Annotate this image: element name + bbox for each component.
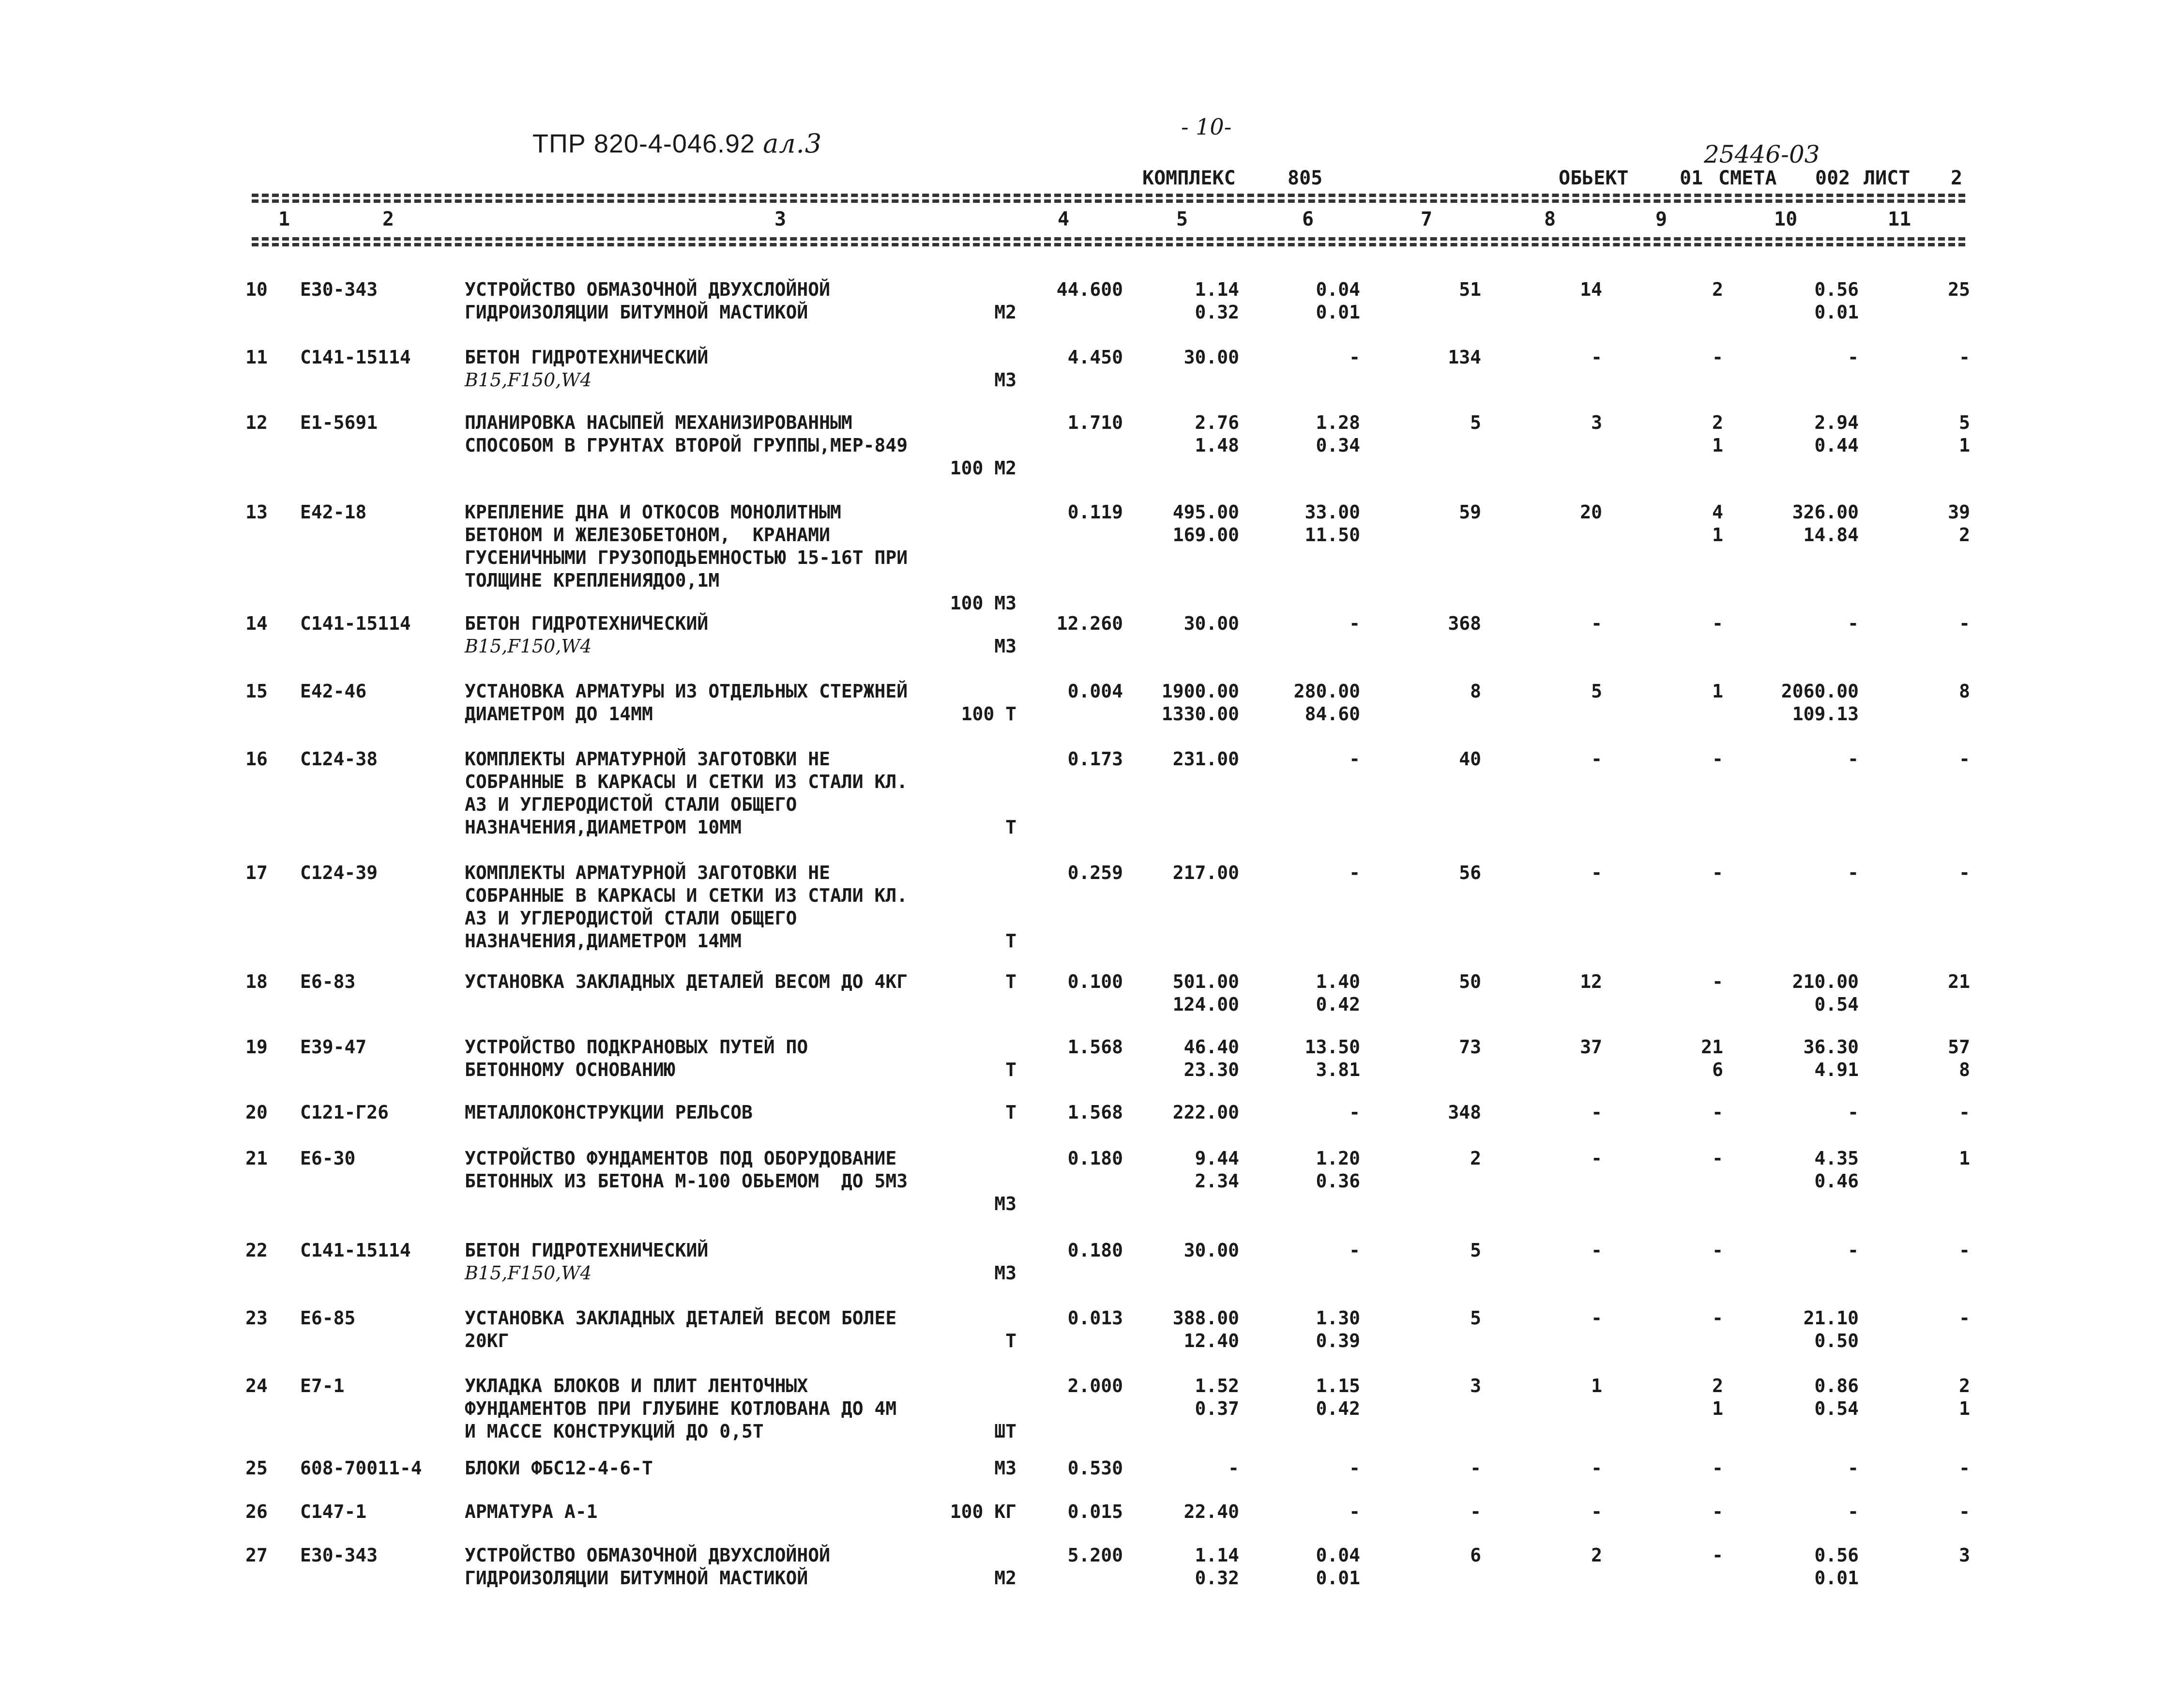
labor-total: 1 <box>1959 1148 1970 1169</box>
machine-total: - <box>1712 1501 1723 1522</box>
total-cost: 6 <box>1470 1545 1481 1566</box>
labor-total: 3 <box>1959 1545 1970 1566</box>
labor-total: 21 <box>1948 971 1970 992</box>
quantity: 4.450 <box>1067 347 1123 368</box>
unit-of-measure: Т <box>1005 971 1016 992</box>
complex-label: КОМПЛЕКС <box>1142 167 1236 189</box>
machine-cost: 0.04 0.01 <box>1316 279 1360 323</box>
wage-total: - <box>1591 1102 1602 1123</box>
rate-code: С121-Г26 <box>300 1102 389 1123</box>
column-number: 1 <box>278 208 290 230</box>
machine-total: 2 1 <box>1712 412 1723 456</box>
work-description <box>465 1307 1016 1352</box>
machine-total: - <box>1712 1545 1723 1566</box>
row-number: 25 <box>245 1457 268 1479</box>
row-number: 19 <box>245 1036 268 1058</box>
machine-cost: - <box>1349 1501 1360 1522</box>
wage-total: - <box>1591 347 1602 368</box>
unit-of-measure: Т <box>1005 1059 1016 1080</box>
labor-unit: 0.56 0.01 <box>1814 279 1859 323</box>
work-description <box>465 612 1016 658</box>
wage-total: - <box>1591 1240 1602 1261</box>
labor-total: - <box>1959 748 1970 770</box>
machine-cost: 1.40 0.42 <box>1316 971 1360 1015</box>
unit-of-measure: М3 <box>994 369 1016 391</box>
labor-unit: 210.00 0.54 <box>1792 971 1859 1015</box>
rate-code: С124-39 <box>300 862 378 883</box>
machine-total: - <box>1712 613 1723 634</box>
labor-total: - <box>1959 1457 1970 1479</box>
column-number: 10 <box>1774 208 1798 230</box>
machine-cost: - <box>1349 748 1360 770</box>
description-text: КРЕПЛЕНИЕ ДНА И ОТКОСОВ МОНОЛИТНЫМ БЕТОНОМ И ЖЕЛЕЗОБЕТОНОМ, КРАНАМИ ГУСЕНИЧНЫМИ ГРУЗОПОДЬЕМНОСТЬЮ 15-16Т ПРИ ТОЛЩИНЕ КРЕПЛЕНИЯДО0,1М <box>465 501 908 591</box>
labor-unit: 2060.00 109.13 <box>1781 681 1859 725</box>
description-text: УСТРОЙСТВО ФУНДАМЕНТОВ ПОД ОБОРУДОВАНИЕ БЕТОННЫХ ИЗ БЕТОНА М-100 ОБЬЕМОМ ДО 5М3 <box>465 1148 908 1192</box>
rate-code: С141-15114 <box>300 347 411 368</box>
work-description <box>465 1101 1016 1124</box>
total-cost: 368 <box>1448 613 1481 634</box>
machine-total: - <box>1712 1148 1723 1169</box>
document-suffix: ал.3 <box>763 128 822 159</box>
labor-unit: - <box>1848 862 1859 883</box>
labor-unit: - <box>1848 613 1859 634</box>
quantity: 0.100 <box>1067 971 1123 992</box>
sheet-value: 2 <box>1951 167 1963 189</box>
header-rule-bottom-2 <box>252 243 1965 246</box>
description-text: ПЛАНИРОВКА НАСЫПЕЙ МЕХАНИЗИРОВАННЫМ СПОСОБОМ В ГРУНТАХ ВТОРОЙ ГРУППЫ,МЕР-849 <box>465 412 908 456</box>
labor-unit: 36.30 4.91 <box>1803 1036 1859 1080</box>
labor-unit: 326.00 14.84 <box>1792 501 1859 546</box>
row-number: 24 <box>245 1375 268 1396</box>
wage-total: 12 <box>1580 971 1602 992</box>
labor-unit: - <box>1848 1102 1859 1123</box>
row-number: 27 <box>245 1545 268 1566</box>
wage-total: - <box>1591 1457 1602 1479</box>
quantity: 0.180 <box>1067 1148 1123 1169</box>
description-text: УСТРОЙСТВО ОБМАЗОЧНОЙ ДВУХСЛОЙНОЙ ГИДРОИЗОЛЯЦИИ БИТУМНОЙ МАСТИКОЙ <box>465 1545 830 1589</box>
column-number: 6 <box>1302 208 1314 230</box>
machine-cost: 1.15 0.42 <box>1316 1375 1360 1419</box>
machine-total: 2 <box>1712 279 1723 300</box>
total-cost: 5 <box>1470 412 1481 433</box>
unit-cost: 501.00 124.00 <box>1172 971 1239 1015</box>
total-cost: 348 <box>1448 1102 1481 1123</box>
quantity: 1.568 <box>1067 1102 1123 1123</box>
wage-total: - <box>1591 748 1602 770</box>
machine-total: - <box>1712 1240 1723 1261</box>
unit-of-measure: 100 М3 <box>950 592 1016 614</box>
row-number: 14 <box>245 613 268 634</box>
rate-code: Е39-47 <box>300 1036 367 1058</box>
machine-cost: - <box>1349 862 1360 883</box>
labor-total: 8 <box>1959 681 1970 702</box>
unit-of-measure: 100 КГ <box>950 1501 1016 1522</box>
row-number: 17 <box>245 862 268 883</box>
machine-total: - <box>1712 862 1723 883</box>
row-number: 10 <box>245 279 268 300</box>
quantity: 5.200 <box>1067 1545 1123 1566</box>
wage-total: 1 <box>1591 1375 1602 1396</box>
unit-of-measure: М2 <box>994 1567 1016 1589</box>
labor-unit: 4.35 0.46 <box>1814 1148 1859 1192</box>
labor-unit: - <box>1848 347 1859 368</box>
wage-total: - <box>1591 862 1602 883</box>
wage-total: - <box>1591 613 1602 634</box>
description-text: УСТАНОВКА ЗАКЛАДНЫХ ДЕТАЛЕЙ ВЕСОМ ДО 4КГ <box>465 971 908 992</box>
machine-cost: 0.04 0.01 <box>1316 1545 1360 1589</box>
description-text: БЕТОН ГИДРОТЕХНИЧЕСКИЙ <box>465 347 709 368</box>
column-number: 4 <box>1058 208 1070 230</box>
unit-cost: 30.00 <box>1183 1240 1239 1261</box>
unit-cost: 1.14 0.32 <box>1195 1545 1239 1589</box>
rate-code: Е6-85 <box>300 1307 356 1329</box>
total-cost: 3 <box>1470 1375 1481 1396</box>
machine-cost: 1.20 0.36 <box>1316 1148 1360 1192</box>
quantity: 2.000 <box>1067 1375 1123 1396</box>
rate-code: С141-15114 <box>300 613 411 634</box>
machine-cost: 13.50 3.81 <box>1304 1036 1360 1080</box>
wage-total: 14 <box>1580 279 1602 300</box>
object-value: 01 <box>1680 167 1703 189</box>
unit-cost: 495.00 169.00 <box>1172 501 1239 546</box>
unit-cost: 2.76 1.48 <box>1195 412 1239 456</box>
work-description <box>465 1239 1016 1285</box>
wage-total: 37 <box>1580 1036 1602 1058</box>
unit-cost: 217.00 <box>1172 862 1239 883</box>
quantity: 1.710 <box>1067 412 1123 433</box>
total-cost: 8 <box>1470 681 1481 702</box>
total-cost: 40 <box>1459 748 1481 770</box>
description-text: КОМПЛЕКТЫ АРМАТУРНОЙ ЗАГОТОВКИ НЕ СОБРАННЫЕ В КАРКАСЫ И СЕТКИ ИЗ СТАЛИ КЛ. А3 И УГЛЕРОДИСТОЙ СТАЛИ ОБЩЕГО НАЗНАЧЕНИЯ,ДИАМЕТРОМ 14ММ <box>465 862 908 952</box>
row-number: 26 <box>245 1501 268 1522</box>
machine-cost: - <box>1349 347 1360 368</box>
unit-cost: 1.14 0.32 <box>1195 279 1239 323</box>
quantity: 44.600 <box>1056 279 1123 300</box>
total-cost: - <box>1470 1501 1481 1522</box>
concrete-spec: В15,F150,W4 <box>465 369 592 391</box>
labor-total: 25 <box>1948 279 1970 300</box>
estimate-value: 002 <box>1815 167 1850 189</box>
description-text: АРМАТУРА А-1 <box>465 1501 598 1522</box>
wage-total: 3 <box>1591 412 1602 433</box>
labor-total: - <box>1959 347 1970 368</box>
machine-total: - <box>1712 1307 1723 1329</box>
unit-cost: 9.44 2.34 <box>1195 1148 1239 1192</box>
rate-code: Е42-46 <box>300 681 367 702</box>
work-description <box>465 970 1016 993</box>
labor-unit: 21.10 0.50 <box>1803 1307 1859 1351</box>
quantity: 0.530 <box>1067 1457 1123 1479</box>
work-description <box>465 278 1016 324</box>
column-number: 9 <box>1655 208 1668 230</box>
labor-unit: - <box>1848 1457 1859 1479</box>
unit-cost: 222.00 <box>1172 1102 1239 1123</box>
unit-of-measure: Т <box>1005 1102 1016 1123</box>
unit-cost: 1.52 0.37 <box>1195 1375 1239 1419</box>
labor-total: 5 1 <box>1959 412 1970 456</box>
description-text: УСТРОЙСТВО ПОДКРАНОВЫХ ПУТЕЙ ПО БЕТОННОМУ ОСНОВАНИЮ <box>465 1036 808 1080</box>
row-number: 18 <box>245 971 268 992</box>
quantity: 0.173 <box>1067 748 1123 770</box>
labor-unit: - <box>1848 1240 1859 1261</box>
description-text: УСТАНОВКА ЗАКЛАДНЫХ ДЕТАЛЕЙ ВЕСОМ БОЛЕЕ 20КГ <box>465 1307 897 1351</box>
column-number: 3 <box>774 208 787 230</box>
description-text: КОМПЛЕКТЫ АРМАТУРНОЙ ЗАГОТОВКИ НЕ СОБРАННЫЕ В КАРКАСЫ И СЕТКИ ИЗ СТАЛИ КЛ. А3 И УГЛЕРОДИСТОЙ СТАЛИ ОБЩЕГО НАЗНАЧЕНИЯ,ДИАМЕТРОМ 10ММ <box>465 748 908 838</box>
machine-cost: 33.00 11.50 <box>1304 501 1360 546</box>
unit-cost: 22.40 <box>1183 1501 1239 1522</box>
row-number: 21 <box>245 1148 268 1169</box>
work-description <box>465 1375 1016 1443</box>
quantity: 0.180 <box>1067 1240 1123 1261</box>
wage-total: - <box>1591 1501 1602 1522</box>
description-text: БЕТОН ГИДРОТЕХНИЧЕСКИЙ <box>465 1240 709 1261</box>
labor-total: - <box>1959 1307 1970 1329</box>
unit-of-measure: М3 <box>994 1457 1016 1479</box>
rate-code: Е6-30 <box>300 1148 356 1169</box>
complex-value: 805 <box>1288 167 1323 189</box>
total-cost: 2 <box>1470 1148 1481 1169</box>
unit-of-measure: Т <box>1005 817 1016 838</box>
unit-cost: 1900.00 1330.00 <box>1161 681 1239 725</box>
rate-code: С141-15114 <box>300 1240 411 1261</box>
rate-code: Е7-1 <box>300 1375 345 1396</box>
description-text: БЛОКИ ФБС12-4-6-Т <box>465 1457 653 1479</box>
wage-total: - <box>1591 1148 1602 1169</box>
machine-total: - <box>1712 1102 1723 1123</box>
labor-unit: - <box>1848 748 1859 770</box>
unit-cost: 30.00 <box>1183 613 1239 634</box>
wage-total: 5 <box>1591 681 1602 702</box>
sheet-label: ЛИСТ <box>1864 167 1911 189</box>
row-number: 13 <box>245 501 268 523</box>
object-label: ОБЬЕКТ <box>1559 167 1629 189</box>
column-number: 2 <box>382 208 394 230</box>
work-description <box>465 1147 1016 1214</box>
total-cost: 134 <box>1448 347 1481 368</box>
row-number: 15 <box>245 681 268 702</box>
unit-of-measure: М3 <box>994 1262 1016 1284</box>
total-cost: 5 <box>1470 1307 1481 1329</box>
machine-cost: - <box>1349 1457 1360 1479</box>
row-number: 11 <box>245 347 268 368</box>
rate-code: 608-70011-4 <box>300 1457 422 1479</box>
quantity: 12.260 <box>1056 613 1123 634</box>
labor-total: 39 2 <box>1948 501 1970 546</box>
machine-total: - <box>1712 1457 1723 1479</box>
wage-total: 20 <box>1580 501 1602 523</box>
work-description <box>465 411 1016 479</box>
header-rule-top-2 <box>252 199 1965 203</box>
machine-total: 2 1 <box>1712 1375 1723 1419</box>
unit-of-measure: М2 <box>994 302 1016 323</box>
total-cost: 50 <box>1459 971 1481 992</box>
labor-total: - <box>1959 1102 1970 1123</box>
concrete-spec: В15,F150,W4 <box>465 1262 592 1284</box>
machine-total: - <box>1712 748 1723 770</box>
rate-code: С147-1 <box>300 1501 367 1522</box>
labor-unit: - <box>1848 1501 1859 1522</box>
labor-total: 2 1 <box>1959 1375 1970 1419</box>
total-cost: 51 <box>1459 279 1481 300</box>
quantity: 0.013 <box>1067 1307 1123 1329</box>
machine-total: - <box>1712 971 1723 992</box>
work-description <box>465 1544 1016 1590</box>
work-description <box>465 1036 1016 1081</box>
machine-total: 21 6 <box>1701 1036 1723 1080</box>
sheet-code: 25446-03 <box>1704 140 1820 168</box>
row-number: 12 <box>245 412 268 433</box>
unit-of-measure: 100 Т <box>961 703 1016 725</box>
rate-code: Е42-18 <box>300 501 367 523</box>
concrete-spec: В15,F150,W4 <box>465 636 592 657</box>
unit-of-measure: М3 <box>994 636 1016 657</box>
row-number: 22 <box>245 1240 268 1261</box>
wage-total: - <box>1591 1307 1602 1329</box>
work-description <box>465 862 1016 953</box>
unit-of-measure: М3 <box>994 1193 1016 1214</box>
unit-cost: 46.40 23.30 <box>1183 1036 1239 1080</box>
unit-cost: 30.00 <box>1183 347 1239 368</box>
machine-cost: - <box>1349 1102 1360 1123</box>
header-rule-bottom <box>252 237 1965 241</box>
rate-code: Е1-5691 <box>300 412 378 433</box>
unit-of-measure: Т <box>1005 930 1016 952</box>
description-text: УКЛАДКА БЛОКОВ И ПЛИТ ЛЕНТОЧНЫХ ФУНДАМЕНТОВ ПРИ ГЛУБИНЕ КОТЛОВАНА ДО 4М И МАССЕ КОНСТРУКЦИЙ ДО 0,5Т <box>465 1375 897 1442</box>
quantity: 0.119 <box>1067 501 1123 523</box>
rate-code: Е30-343 <box>300 1545 378 1566</box>
unit-cost: 231.00 <box>1172 748 1239 770</box>
work-description <box>465 1457 1016 1480</box>
labor-unit: 0.86 0.54 <box>1814 1375 1859 1419</box>
column-number: 8 <box>1544 208 1556 230</box>
machine-cost: 1.30 0.39 <box>1316 1307 1360 1351</box>
total-cost: 5 <box>1470 1240 1481 1261</box>
total-cost: 59 <box>1459 501 1481 523</box>
machine-cost: 280.00 84.60 <box>1293 681 1360 725</box>
column-number: 11 <box>1888 208 1911 230</box>
labor-total: - <box>1959 1240 1970 1261</box>
header-rule-top <box>252 194 1965 197</box>
estimate-label: СМЕТА <box>1718 167 1777 189</box>
labor-total: - <box>1959 1501 1970 1522</box>
labor-unit: 2.94 0.44 <box>1814 412 1859 456</box>
labor-total: - <box>1959 862 1970 883</box>
machine-cost: - <box>1349 1240 1360 1261</box>
work-description <box>465 680 1016 726</box>
total-cost: 56 <box>1459 862 1481 883</box>
labor-total: - <box>1959 613 1970 634</box>
quantity: 1.568 <box>1067 1036 1123 1058</box>
machine-total: 4 1 <box>1712 501 1723 546</box>
wage-total: 2 <box>1591 1545 1602 1566</box>
work-description <box>465 346 1016 392</box>
machine-cost: 1.28 0.34 <box>1316 412 1360 456</box>
rate-code: Е30-343 <box>300 279 378 300</box>
rate-code: С124-38 <box>300 748 378 770</box>
unit-of-measure: ШТ <box>994 1421 1016 1442</box>
labor-unit: 0.56 0.01 <box>1814 1545 1859 1589</box>
labor-total: 57 8 <box>1948 1036 1970 1080</box>
work-description <box>465 748 1016 839</box>
description-text: БЕТОН ГИДРОТЕХНИЧЕСКИЙ <box>465 613 709 634</box>
row-number: 20 <box>245 1102 268 1123</box>
quantity: 0.015 <box>1067 1501 1123 1522</box>
unit-cost: - <box>1228 1457 1239 1479</box>
column-number: 7 <box>1421 208 1433 230</box>
machine-total: 1 <box>1712 681 1723 702</box>
unit-of-measure: Т <box>1005 1330 1016 1351</box>
machine-total: - <box>1712 347 1723 368</box>
work-description <box>465 501 1016 614</box>
quantity: 0.259 <box>1067 862 1123 883</box>
column-number: 5 <box>1176 208 1188 230</box>
description-text: УСТАНОВКА АРМАТУРЫ ИЗ ОТДЕЛЬНЫХ СТЕРЖНЕЙ ДИАМЕТРОМ ДО 14ММ <box>465 681 908 725</box>
unit-of-measure: 100 М2 <box>950 457 1016 479</box>
description-text: МЕТАЛЛОКОНСТРУКЦИИ РЕЛЬСОВ <box>465 1102 753 1123</box>
quantity: 0.004 <box>1067 681 1123 702</box>
rate-code: Е6-83 <box>300 971 356 992</box>
row-number: 23 <box>245 1307 268 1329</box>
document-code-text: ТПР 820-4-046.92 <box>532 129 756 158</box>
description-text: УСТРОЙСТВО ОБМАЗОЧНОЙ ДВУХСЛОЙНОЙ ГИДРОИЗОЛЯЦИИ БИТУМНОЙ МАСТИКОЙ <box>465 279 830 323</box>
work-description <box>465 1501 1016 1523</box>
total-cost: - <box>1470 1457 1481 1479</box>
total-cost: 73 <box>1459 1036 1481 1058</box>
machine-cost: - <box>1349 613 1360 634</box>
row-number: 16 <box>245 748 268 770</box>
unit-cost: 388.00 12.40 <box>1172 1307 1239 1351</box>
document-code <box>532 128 822 159</box>
page-number: - 10- <box>1181 114 1232 140</box>
